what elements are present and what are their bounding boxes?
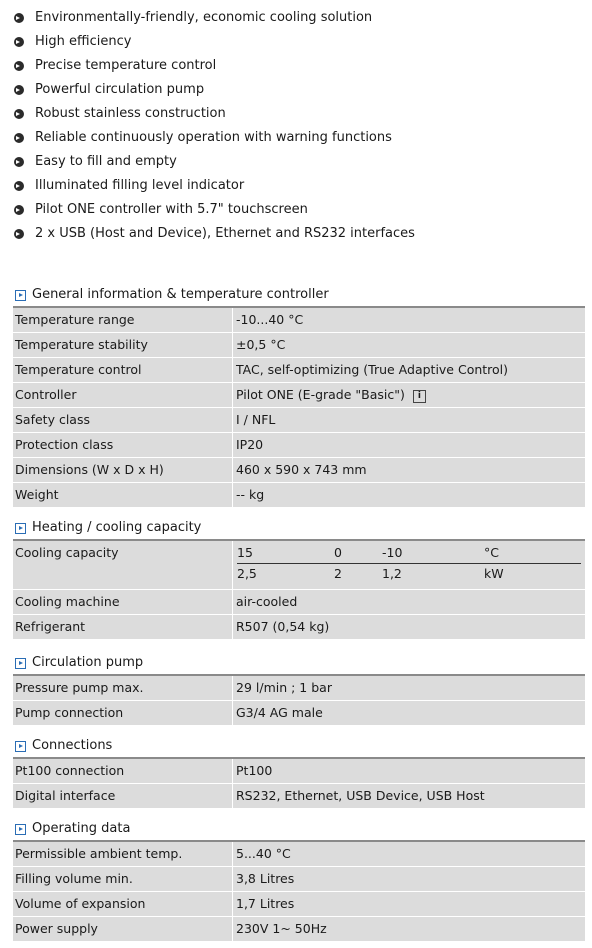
row-label: Protection class [13,433,233,457]
section-header[interactable] [13,284,585,308]
table-row [13,701,585,726]
feature-item [14,150,592,174]
arrow-bullet-icon [14,37,24,47]
section-title: Connections [32,738,113,753]
capacity-temp-unit: °C [484,545,499,560]
row-value: I / NFL [236,412,276,427]
section-header[interactable] [13,818,585,842]
expand-arrow-icon[interactable] [15,741,26,752]
row-label: Power supply [13,917,233,941]
feature-list [0,0,592,246]
feature-item [14,78,592,102]
row-label: Temperature range [13,308,233,332]
row-label: Filling volume min. [13,867,233,891]
section-header[interactable] [13,735,585,759]
heating-cooling-section [13,517,585,640]
capacity-power: 2,5 [237,566,257,581]
cooling-capacity-row [13,541,585,590]
row-value-container [233,383,585,407]
row-label: Temperature control [13,358,233,382]
feature-item [14,198,592,222]
arrow-bullet-icon [14,61,24,71]
feature-item [14,174,592,198]
row-value: 230V 1~ 50Hz [236,921,327,936]
row-value: -- kg [236,487,265,502]
feature-text: Precise temperature control [35,58,217,73]
expand-arrow-icon[interactable] [15,523,26,534]
feature-text: Reliable continuously operation with warning functions [35,130,392,145]
table-row [13,333,585,358]
feature-text: High efficiency [35,34,132,49]
capacity-temp: 15 [237,545,253,560]
capacity-power: 2 [334,566,342,581]
row-label: Pressure pump max. [13,676,233,700]
info-icon[interactable]: i [413,390,426,403]
feature-item [14,102,592,126]
row-label: Pt100 connection [13,759,233,783]
row-value: air-cooled [236,594,298,609]
table-row [13,358,585,383]
table-row [13,308,585,333]
row-label: Cooling capacity [13,541,233,589]
arrow-bullet-icon [14,133,24,143]
capacity-grid [233,541,585,589]
feature-item [14,54,592,78]
row-label: Permissible ambient temp. [13,842,233,866]
row-label: Safety class [13,408,233,432]
row-label: Pump connection [13,701,233,725]
feature-text: Robust stainless construction [35,106,226,121]
table-row [13,433,585,458]
arrow-bullet-icon [14,85,24,95]
feature-text: Environmentally-friendly, economic cooling solution [35,10,373,25]
table-row [13,590,585,615]
arrow-bullet-icon [14,229,24,239]
table-row [13,676,585,701]
table-row [13,842,585,867]
capacity-temp: -10 [382,545,403,560]
capacity-power-unit: kW [484,566,504,581]
row-label: Dimensions (W x D x H) [13,458,233,482]
capacity-temp: 0 [334,545,342,560]
capacity-temps-line [237,543,581,564]
feature-item [14,222,592,246]
row-label: Volume of expansion [13,892,233,916]
expand-arrow-icon[interactable] [15,290,26,301]
row-value: R507 (0,54 kg) [236,619,330,634]
feature-item [14,6,592,30]
row-value: 1,7 Litres [236,896,295,911]
row-value: -10...40 °C [236,312,304,327]
arrow-bullet-icon [14,13,24,23]
section-header[interactable] [13,517,585,541]
row-label: Controller [13,383,233,407]
table-row [13,917,585,942]
row-value: 5...40 °C [236,846,291,861]
table-row [13,458,585,483]
row-value: 460 x 590 x 743 mm [236,462,367,477]
general-info-section [13,284,585,508]
row-label: Refrigerant [13,615,233,639]
table-row [13,867,585,892]
operating-data-section [13,818,585,942]
row-value: TAC, self-optimizing (True Adaptive Control) [236,362,509,377]
table-row [13,615,585,640]
feature-text: Pilot ONE controller with 5.7" touchscreen [35,202,308,217]
table-row [13,784,585,809]
feature-item [14,126,592,150]
table-row [13,383,585,408]
circulation-pump-section [13,652,585,726]
row-label: Temperature stability [13,333,233,357]
feature-text: Powerful circulation pump [35,82,205,97]
feature-text: Easy to fill and empty [35,154,177,169]
arrow-bullet-icon [14,157,24,167]
feature-text: Illuminated filling level indicator [35,178,245,193]
capacity-powers-line [237,564,581,584]
section-title: Operating data [32,821,131,836]
section-title: General information & temperature controller [32,287,329,302]
row-value: G3/4 AG male [236,705,323,720]
expand-arrow-icon[interactable] [15,824,26,835]
arrow-bullet-icon [14,109,24,119]
feature-item [14,30,592,54]
arrow-bullet-icon [14,181,24,191]
row-value: ±0,5 °C [236,337,286,352]
row-label: Weight [13,483,233,507]
section-header[interactable] [13,652,585,676]
row-label: Digital interface [13,784,233,808]
row-value: Pilot ONE (E-grade "Basic") [236,387,405,402]
table-row [13,759,585,784]
capacity-power: 1,2 [382,566,402,581]
row-value: Pt100 [236,763,273,778]
table-row [13,892,585,917]
table-row [13,408,585,433]
table-row [13,483,585,508]
arrow-bullet-icon [14,205,24,215]
row-value: IP20 [236,437,264,452]
connections-section [13,735,585,809]
row-label: Cooling machine [13,590,233,614]
expand-arrow-icon[interactable] [15,658,26,669]
row-value: RS232, Ethernet, USB Device, USB Host [236,788,485,803]
row-value: 3,8 Litres [236,871,295,886]
row-value: 29 l/min ; 1 bar [236,680,332,695]
section-title: Heating / cooling capacity [32,520,202,535]
section-title: Circulation pump [32,655,144,670]
feature-text: 2 x USB (Host and Device), Ethernet and RS232 interfaces [35,226,415,241]
